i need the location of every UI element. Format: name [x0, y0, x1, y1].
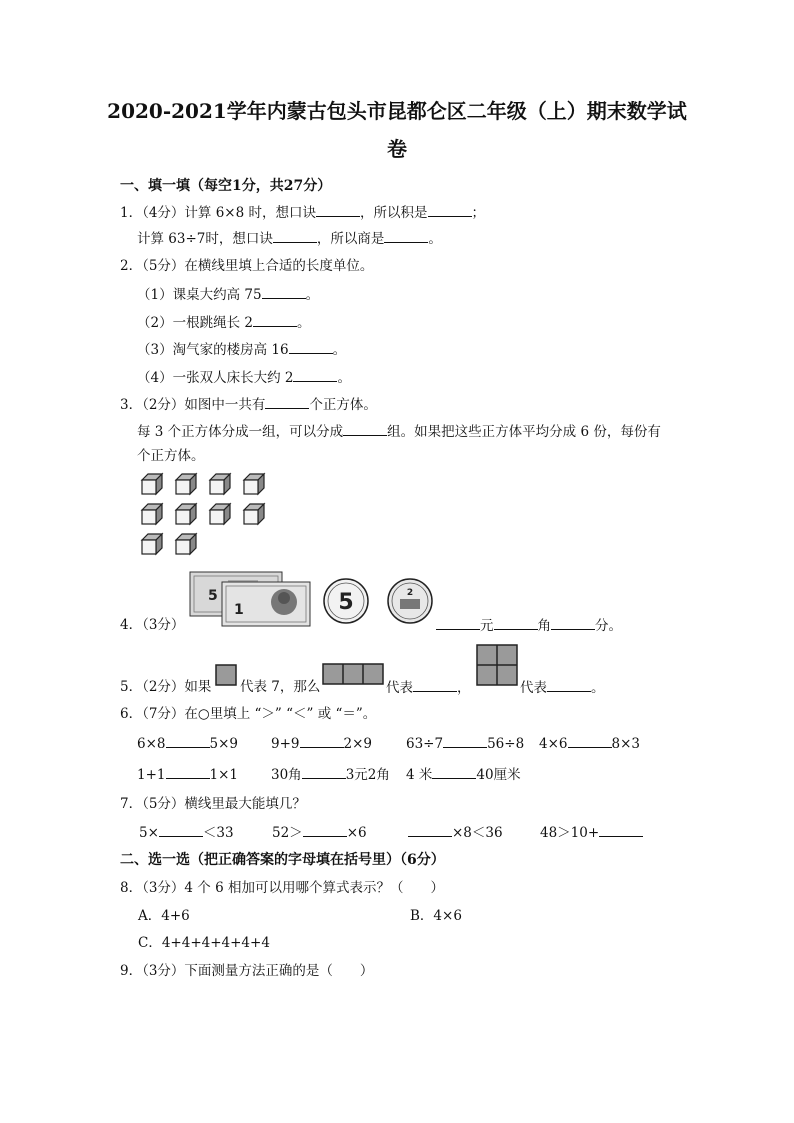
empty-cell	[208, 532, 232, 556]
q7-text: ×8＜36	[452, 825, 503, 841]
q3-text-b1: 每 3 个正方体分成一组，可以分成	[137, 424, 344, 440]
answer-blank[interactable]	[166, 764, 210, 779]
q3-line-1	[120, 394, 377, 415]
cube-icon	[242, 502, 266, 526]
cube-icon	[174, 472, 198, 496]
q2-stem: 2．（5分）在横线里填上合适的长度单位。	[120, 258, 374, 274]
answer-blank[interactable]	[303, 822, 347, 837]
answer-blank[interactable]	[384, 228, 428, 243]
coin-value: 2	[406, 588, 414, 598]
q7-expr-2	[272, 822, 367, 843]
q6-comparison	[271, 733, 372, 754]
paper-title-line-2: 卷	[387, 137, 407, 161]
q5-text-a6: 。	[591, 680, 605, 696]
q6-right-expr: 40厘米	[476, 767, 521, 783]
cube-grid	[140, 472, 268, 558]
cube-icon	[140, 532, 164, 556]
q7-text: 5×	[139, 825, 159, 841]
q7-expr-1	[139, 822, 234, 843]
q2-item-1	[137, 284, 319, 305]
four-squares-icon	[476, 644, 518, 686]
banknote-1-yuan-icon	[222, 582, 310, 626]
q1-text-a1: 1．（4分）计算 6×8 时，想口诀	[120, 205, 317, 221]
answer-blank[interactable]	[568, 733, 612, 748]
answer-blank[interactable]	[547, 677, 591, 692]
q6-left-expr: 63÷7	[406, 736, 444, 752]
cube-icon	[208, 502, 232, 526]
single-square-icon	[215, 664, 237, 686]
q7-stem: 7．（5分）横线里最大能填几？	[120, 796, 306, 812]
q9-stem: 9．（3分）下面测量方法正确的是（ ）	[120, 963, 374, 979]
answer-blank[interactable]	[293, 367, 337, 382]
answer-blank[interactable]	[408, 822, 452, 837]
coin-value: 5	[338, 590, 354, 615]
answer-blank[interactable]	[159, 822, 203, 837]
q1-text-b3: 。	[428, 231, 442, 247]
q5-text-3	[386, 677, 471, 698]
q3-text-b2: 组。如果把这些正方体平均分成 6 份，每份有	[387, 424, 661, 440]
q5-text-4	[520, 677, 605, 698]
q2-item-text: （2）一根跳绳长 2	[137, 315, 253, 331]
q6-right-expr: 56÷8	[487, 736, 525, 752]
paper-title-line-1: 2020-2021学年内蒙古包头市昆都仑区二年级（上）期末数学试	[107, 99, 687, 123]
svg-text:5: 5	[208, 588, 218, 604]
answer-blank[interactable]	[436, 615, 480, 630]
answer-blank[interactable]	[273, 228, 317, 243]
section-2-heading: 二、选一选（把正确答案的字母填在括号里）（6分）	[120, 852, 445, 868]
q6-right-expr: 8×3	[611, 736, 640, 752]
q5-text-a4: ，	[457, 680, 471, 696]
q5-text-1: 5．（2分）如果	[120, 679, 212, 695]
answer-blank[interactable]	[253, 312, 297, 327]
empty-cell	[242, 532, 266, 556]
q4-answer	[436, 615, 622, 636]
q4-unit-fen: 分。	[595, 618, 622, 634]
q3-line-2	[137, 421, 661, 442]
q6-right-expr: 2×9	[343, 736, 372, 752]
q1-text-b1: 计算 63÷7时，想口诀	[137, 231, 273, 247]
q2-item-2	[137, 312, 310, 333]
answer-blank[interactable]	[262, 284, 306, 299]
answer-blank[interactable]	[413, 677, 457, 692]
q4-unit-jiao: 角	[537, 618, 551, 634]
q3-line-3: 个正方体。	[137, 448, 205, 464]
q6-right-expr: 5×9	[209, 736, 238, 752]
q5-text-2: 代表 7，那么	[240, 679, 321, 695]
q2-item-text: （3）淘气家的楼房高 16	[137, 342, 289, 358]
cube-icon	[242, 472, 266, 496]
q7-text: ×6	[346, 825, 367, 841]
cube-icon	[140, 502, 164, 526]
answer-blank[interactable]	[166, 733, 210, 748]
cube-icon	[140, 472, 164, 496]
coin-2-fen-icon	[388, 579, 432, 623]
svg-text:1: 1	[234, 602, 244, 618]
answer-blank[interactable]	[316, 202, 360, 217]
q1-line-2	[137, 228, 442, 249]
q8-stem: 8．（3分）4 个 6 相加可以用哪个算式表示？（ ）	[120, 880, 444, 896]
three-squares-icon	[322, 663, 384, 685]
q6-comparison	[137, 733, 238, 754]
answer-blank[interactable]	[432, 764, 476, 779]
coin-5-jiao-icon	[324, 579, 368, 623]
answer-blank[interactable]	[265, 394, 309, 409]
q6-comparison	[406, 733, 524, 754]
q3-text-a1: 3．（2分）如图中一共有	[120, 397, 266, 413]
money-picture	[188, 570, 438, 628]
q6-comparison	[137, 764, 238, 785]
q6-comparison	[406, 764, 521, 785]
cube-icon	[174, 532, 198, 556]
q6-left-expr: 1+1	[137, 767, 166, 783]
answer-blank[interactable]	[302, 764, 346, 779]
q1-text-b2: ，所以商是	[316, 231, 385, 247]
answer-blank[interactable]	[343, 421, 387, 436]
answer-blank[interactable]	[494, 615, 538, 630]
q7-text: 48＞10+	[540, 825, 600, 841]
answer-blank[interactable]	[289, 339, 333, 354]
q2-item-end: 。	[332, 342, 347, 358]
q8-option-b[interactable]: B．4×6	[410, 908, 462, 924]
q2-item-end: 。	[305, 287, 320, 303]
q5-text-a3: 代表	[386, 680, 413, 696]
q2-item-end: 。	[296, 315, 311, 331]
q5-text-a5: 代表	[520, 680, 547, 696]
q6-comparison	[539, 733, 640, 754]
q6-left-expr: 9+9	[271, 736, 300, 752]
q6-comparison	[271, 764, 390, 785]
q7-expr-3	[408, 822, 503, 843]
q8-option-a[interactable]: A．4+6	[138, 908, 190, 924]
q1-text-a2: ，所以积是	[360, 205, 428, 221]
q8-option-c[interactable]: C．4+4+4+4+4+4	[138, 935, 270, 951]
q3-text-a2: 个正方体。	[309, 397, 377, 413]
section-1-heading: 一、填一填（每空1分，共27分）	[120, 178, 332, 194]
answer-blank[interactable]	[443, 733, 487, 748]
answer-blank[interactable]	[300, 733, 344, 748]
q2-item-4	[137, 367, 351, 388]
answer-blank[interactable]	[428, 202, 472, 217]
q7-expr-4	[540, 822, 643, 843]
answer-blank[interactable]	[551, 615, 595, 630]
q6-right-expr: 1×1	[209, 767, 238, 783]
q4-stem: 4．（3分）	[120, 617, 185, 633]
cube-icon	[208, 472, 232, 496]
q1-text-a3: ；	[471, 205, 486, 221]
q6-right-expr: 3元2角	[345, 767, 390, 783]
q1-line-1	[120, 202, 485, 223]
q6-left-expr: 4×6	[539, 736, 568, 752]
q2-item-3	[137, 339, 346, 360]
q2-item-end: 。	[337, 370, 351, 386]
q6-left-expr: 30角	[271, 767, 302, 783]
q2-item-text: （1）课桌大约高 75	[137, 287, 262, 303]
q2-item-text: （4）一张双人床长大约 2	[137, 370, 294, 386]
q7-text: 52＞	[272, 825, 303, 841]
q4-unit-yuan: 元	[480, 618, 494, 634]
answer-blank[interactable]	[599, 822, 643, 837]
q7-text: ＜33	[202, 825, 234, 841]
q6-stem: 6．（7分）在○里填上 “＞” “＜” 或 “＝”。	[120, 706, 377, 722]
q6-left-expr: 6×8	[137, 736, 166, 752]
cube-icon	[174, 502, 198, 526]
q6-left-expr: 4 米	[406, 767, 433, 783]
